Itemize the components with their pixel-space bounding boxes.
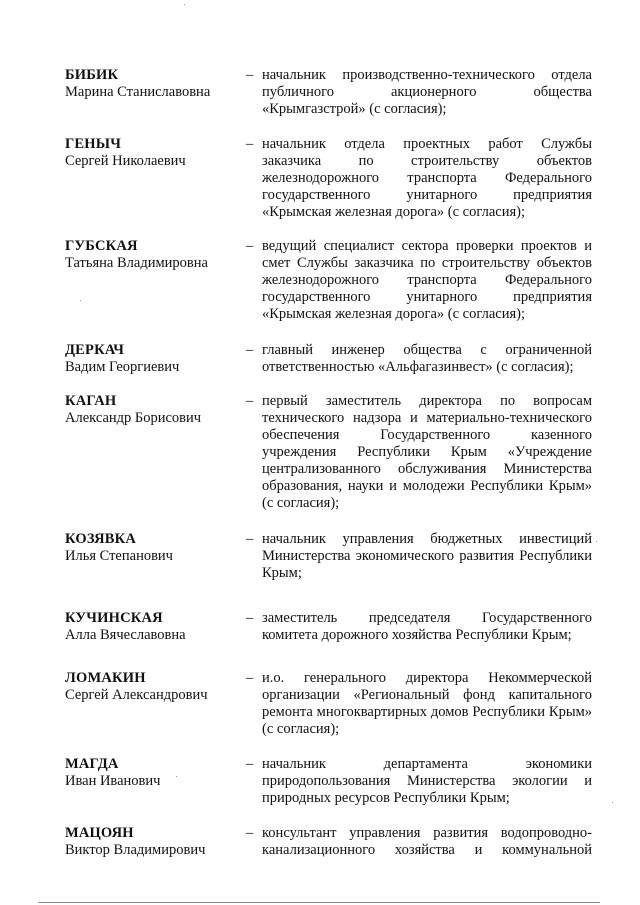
member-surname: МАГДА [65, 756, 119, 772]
member-given-name: Иван Иванович [65, 773, 161, 789]
member-surname: ДЕРКАЧ [65, 342, 125, 358]
page-bottom-rule [38, 902, 600, 903]
member-dash: – [246, 393, 254, 409]
member-dash: – [246, 610, 254, 626]
member-position: начальник производственно-технического отдела публичного акционерного общества «Крымгазстрой» (с согласия); [262, 67, 592, 117]
scan-speck [612, 802, 613, 803]
member-position: главный инженер общества с ограниченной ответственностью «Альфагазинвест» (с согласия); [262, 342, 592, 375]
member-dash: – [246, 825, 254, 841]
member-position: ведущий специалист сектора проверки проектов и смет Службы заказчика по строительству объектов железнодорожного транспорта Федерального государственного унитарного предприятия «Крымская железная дорога» (с согласия); [262, 238, 592, 322]
member-dash: – [246, 531, 254, 547]
member-surname: КОЗЯВКА [65, 531, 137, 547]
member-dash: – [246, 756, 254, 772]
member-dash: – [246, 670, 254, 686]
member-surname: ГЕНЫЧ [65, 136, 122, 152]
member-given-name: Сергей Александрович [65, 687, 208, 703]
member-dash: – [246, 238, 254, 254]
member-position: начальник управления бюджетных инвестиций Министерства экономического развития Республики Крым; [262, 531, 592, 581]
member-given-name: Сергей Николаевич [65, 153, 186, 169]
member-surname: БИБИК [65, 67, 119, 83]
scan-speck [176, 776, 177, 777]
scan-speck [80, 300, 81, 301]
member-position: первый заместитель директора по вопросам технического надзора и материально-технического обеспечения Государственного казенного учреждения Республики Крым «Учреждение централизованного обслуживания Министерства образования, науки и молодежи Республики Крым» (с согласия); [262, 393, 592, 511]
member-position: и.о. генерального директора Некоммерческой организации «Региональный фонд капитального ремонта многоквартирных домов Республики Крым» (с согласия); [262, 670, 592, 737]
member-surname: КАГАН [65, 393, 117, 409]
member-position: заместитель председателя Государственного комитета дорожного хозяйства Республики Крым; [262, 610, 592, 643]
scan-speck [184, 4, 185, 5]
member-given-name: Татьяна Владимировна [65, 255, 208, 271]
member-given-name: Марина Станиславовна [65, 84, 211, 100]
member-given-name: Алла Вячеславовна [65, 627, 186, 643]
member-surname: ЛОМАКИН [65, 670, 146, 686]
member-dash: – [246, 342, 254, 358]
member-dash: – [246, 67, 254, 83]
member-surname: ГУБСКАЯ [65, 238, 138, 254]
member-given-name: Александр Борисович [65, 410, 202, 426]
member-given-name: Вадим Георгиевич [65, 359, 180, 375]
member-surname: МАЦОЯН [65, 825, 134, 841]
member-dash: – [246, 136, 254, 152]
member-given-name: Илья Степанович [65, 548, 173, 564]
member-surname: КУЧИНСКАЯ [65, 610, 163, 626]
member-position: начальник отдела проектных работ Службы заказчика по строительству объектов железнодорожного транспорта Федерального государственного унитарного предприятия «Крымская железная дорога» (с согласия); [262, 136, 592, 220]
member-position: начальник департамента экономики природопользования Министерства экологии и природных ресурсов Республики Крым; [262, 756, 592, 806]
scan-speck [596, 541, 597, 542]
member-position: консультант управления развития водопроводно-канализационного хозяйства и коммунальной [262, 825, 592, 858]
member-given-name: Виктор Владимирович [65, 842, 206, 858]
